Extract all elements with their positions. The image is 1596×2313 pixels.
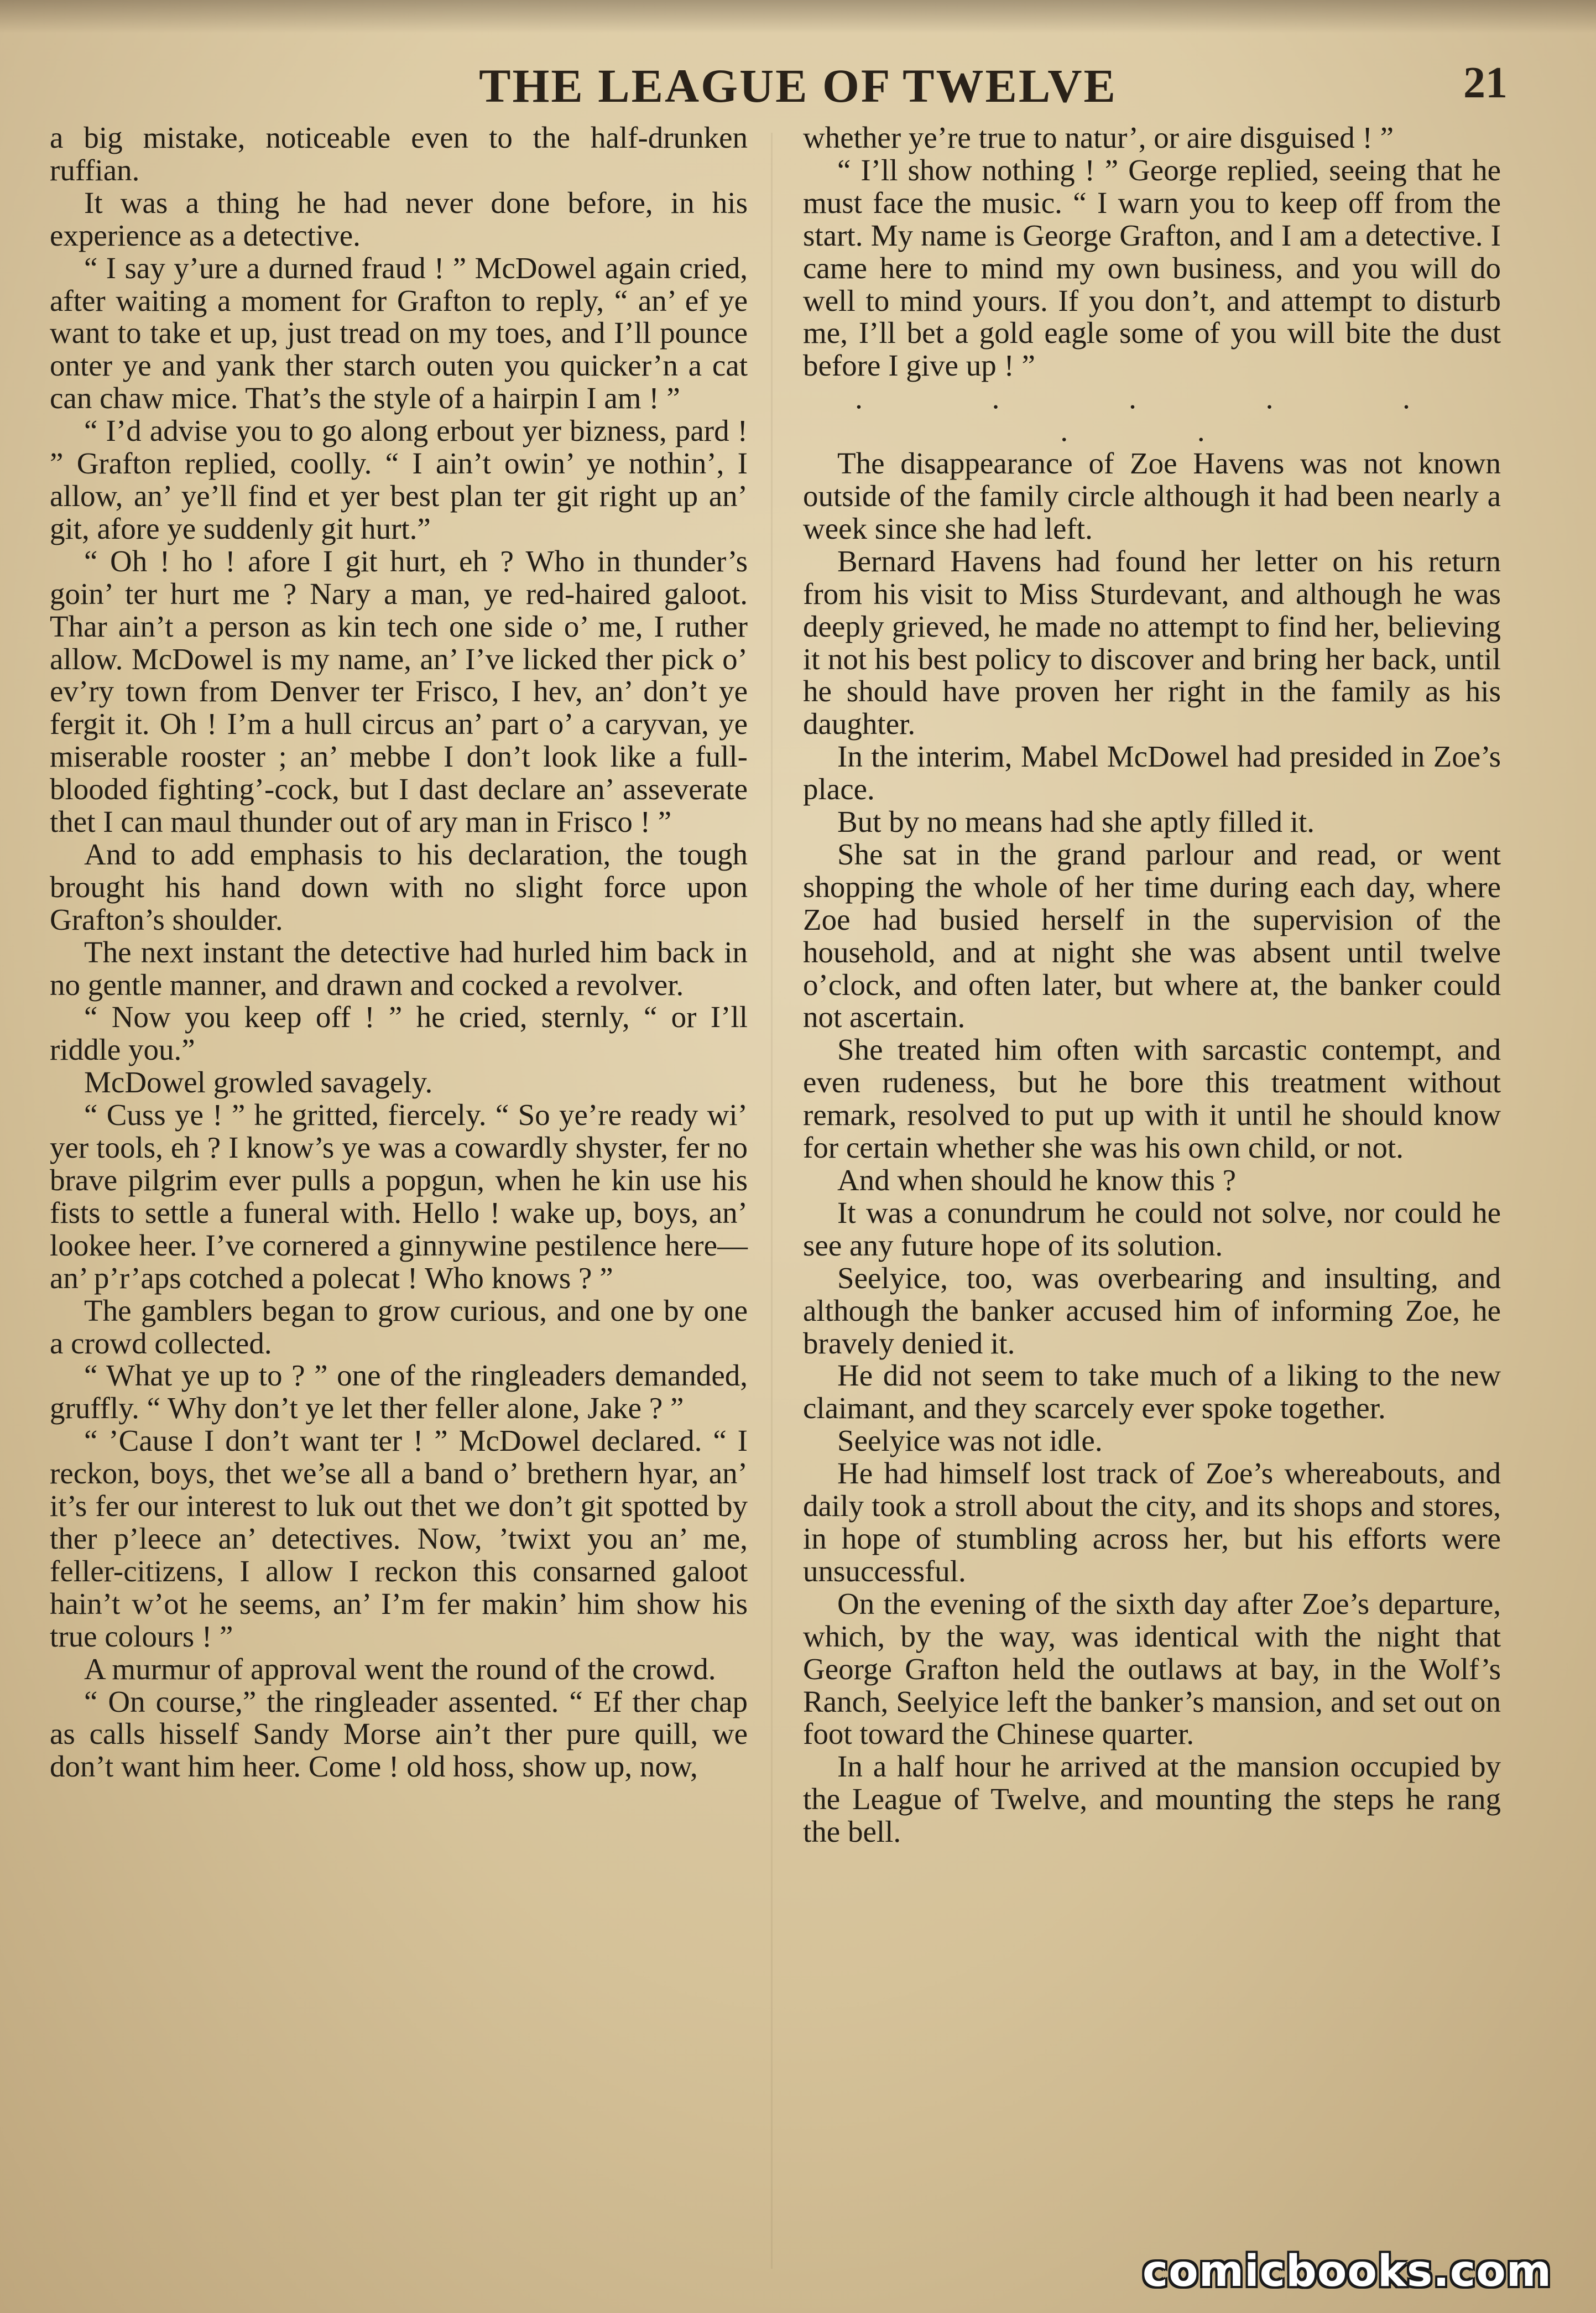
left-column	[50, 122, 748, 1783]
paragraph: Bernard Havens had found her letter on his return from his visit to Miss Sturdevant, and although he was deeply grieved, he made no attempt to find her, believing it not his best policy to discover and bring her back, until he should have proven her right in the family as his daughter.	[803, 544, 1501, 741]
page-number: 21	[1463, 59, 1508, 107]
right-column	[803, 122, 1501, 1848]
paragraph: He had himself lost track of Zoe’s whereabouts, and daily took a stroll about the city, and its shops and stores, in hope of stumbling across her, but his efforts were unsuccessful.	[803, 1456, 1501, 1588]
page-header	[0, 58, 1596, 119]
paragraph: The next instant the detective had hurled him back in no gentle manner, and drawn and cocked a revolver.	[50, 935, 748, 1002]
paragraph: She treated him often with sarcastic contempt, and even rudeness, but he bore this treatment without remark, resolved to put up with it until he should know for certain whether she was his own child, or not.	[803, 1033, 1501, 1165]
paragraph: In the interim, Mabel McDowel had presided in Zoe’s place.	[803, 739, 1501, 806]
paragraph: He did not seem to take much of a liking to the new claimant, and they scarcely ever spoke together.	[803, 1358, 1501, 1425]
paragraph: “ I’d advise you to go along erbout yer bizness, pard ! ” Grafton replied, coolly. “ I ain’t owin’ ye nothin’, I allow, an’ ye’ll find et yer best plan ter git right up an’ git, afore ye suddenly git hurt.”	[50, 414, 748, 545]
paragraph: “ I’ll show nothing ! ” George replied, seeing that he must face the music. “ I warn you to keep off from the start. My name is George Grafton, and I am a detective. I came here to mind my own business, and you will do well to mind yours. If you don’t, and attempt to disturb me, I’ll bet a gold eagle some of you will bite the dust before I give up ! ”	[803, 153, 1501, 383]
paragraph: a big mistake, noticeable even to the half-drunken ruffian.	[50, 121, 748, 187]
paragraph: Seelyice, too, was overbearing and insulting, and although the banker accused him of informing Zoe, he bravely denied it.	[803, 1260, 1501, 1360]
paragraph: It was a thing he had never done before, in his experience as a detective.	[50, 185, 748, 252]
paragraph: whether ye’re true to natur’, or aire disguised ! ”	[803, 121, 1394, 154]
paragraph: On the evening of the sixth day after Zoe’s departure, which, by the way, was identical with the night that George Grafton held the outlaws at bay, in the Wolf’s Ranch, Seelyice left the banker’s mansion, and set out on foot toward the Chinese quarter.	[803, 1586, 1501, 1751]
paragraph: “ Cuss ye ! ” he gritted, fiercely. “ So ye’re ready wi’ yer tools, eh ? I know’s ye was a cowardly shyster, fer no brave pilgrim ever pulls a popgun, when he kin use his fists to settle a funeral with. Hello ! wake up, boys, an’ lookee heer. I’ve cornered a ginnywine pestilence here—an’ p’r’aps cotched a polecat ! Who knows ? ”	[50, 1098, 748, 1295]
paragraph: “ ’Cause I don’t want ter ! ” McDowel declared. “ I reckon, boys, thet we’se all a band o’ brethern hyar, an’ it’s fer our interest to luk out thet we don’t git spotted by ther p’leece an’ detectives. Now, ’twixt you an’ me, feller-citizens, I allow I reckon this consarned galoot hain’t w’ot he seems, an’ I’m fer makin’ him show his true colours ! ”	[50, 1424, 748, 1653]
site-watermark: comicbooks.com	[1142, 2247, 1552, 2296]
paragraph: “ What ye up to ? ” one of the ringleaders demanded, gruffly. “ Why don’t ye let ther feller alone, Jake ? ”	[50, 1358, 748, 1425]
paragraph: But by no means had she aptly filled it.	[837, 805, 1315, 839]
column-gutter	[771, 133, 773, 2269]
paragraph: It was a conundrum he could not solve, nor could he see any future hope of its solution.	[803, 1195, 1501, 1262]
paragraph: She sat in the grand parlour and read, or went shopping the whole of her time during each day, where Zoe had busied herself in the supervision of the household, and at night she was absent until twelve o’clock, and often later, but where at, the banker could not ascertain.	[803, 837, 1501, 1034]
paragraph: “ I say y’ure a durned fraud ! ” McDowel again cried, after waiting a moment for Grafton to reply, “ an’ ef ye want to take et up, just tread on my toes, and I’ll pounce onter ye and yank ther starch outen you quicker’n a cat can chaw mice. That’s the style of a hairpin I am ! ”	[50, 251, 748, 415]
paragraph: “ Now you keep off ! ” he cried, sternly, “ or I’ll riddle you.”	[50, 1000, 748, 1067]
section-break: . . . . . . .	[855, 381, 1471, 448]
paragraph: “ On course,” the ringleader assented. “ Ef ther chap as calls hisself Sandy Morse ain’t ther pure quill, we don’t want him heer. Come ! old hoss, show up, now,	[50, 1684, 748, 1784]
paragraph: The gamblers began to grow curious, and one by one a crowd collected.	[50, 1293, 748, 1360]
paragraph: In a half hour he arrived at the mansion occupied by the League of Twelve, and mounting the steps he rang the bell.	[803, 1749, 1501, 1849]
paragraph: Seelyice was not idle.	[837, 1424, 1103, 1458]
paragraph: And to add emphasis to his declaration, the tough brought his hand down with no slight force upon Grafton’s shoulder.	[50, 837, 748, 936]
paragraph: The disappearance of Zoe Havens was not known outside of the family circle although it had been nearly a week since she had left.	[803, 446, 1501, 545]
running-title: THE LEAGUE OF TWELVE	[479, 59, 1117, 112]
page-top-shadow	[0, 0, 1596, 33]
paragraph: A murmur of approval went the round of the crowd.	[84, 1652, 716, 1686]
paragraph: And when should he know this ?	[837, 1163, 1237, 1197]
paragraph: “ Oh ! ho ! afore I git hurt, eh ? Who in thunder’s goin’ ter hurt me ? Nary a man, ye red-haired galoot. Thar ain’t a person as kin tech one side o’ me, I ruther allow. McDowel is my name, an’ I’ve licked ther pick o’ ev’ry town from Denver ter Frisco, I hev, an’ don’t ye fergit it. Oh ! I’m a hull circus an’ part o’ a caryvan, ye miserable rooster ; an’ mebbe I don’t look like a full-blooded fighting’-cock, but I dast declare an’ asseverate thet I can maul thunder out of ary man in Frisco ! ”	[50, 544, 748, 839]
paragraph: McDowel growled savagely.	[84, 1065, 433, 1100]
